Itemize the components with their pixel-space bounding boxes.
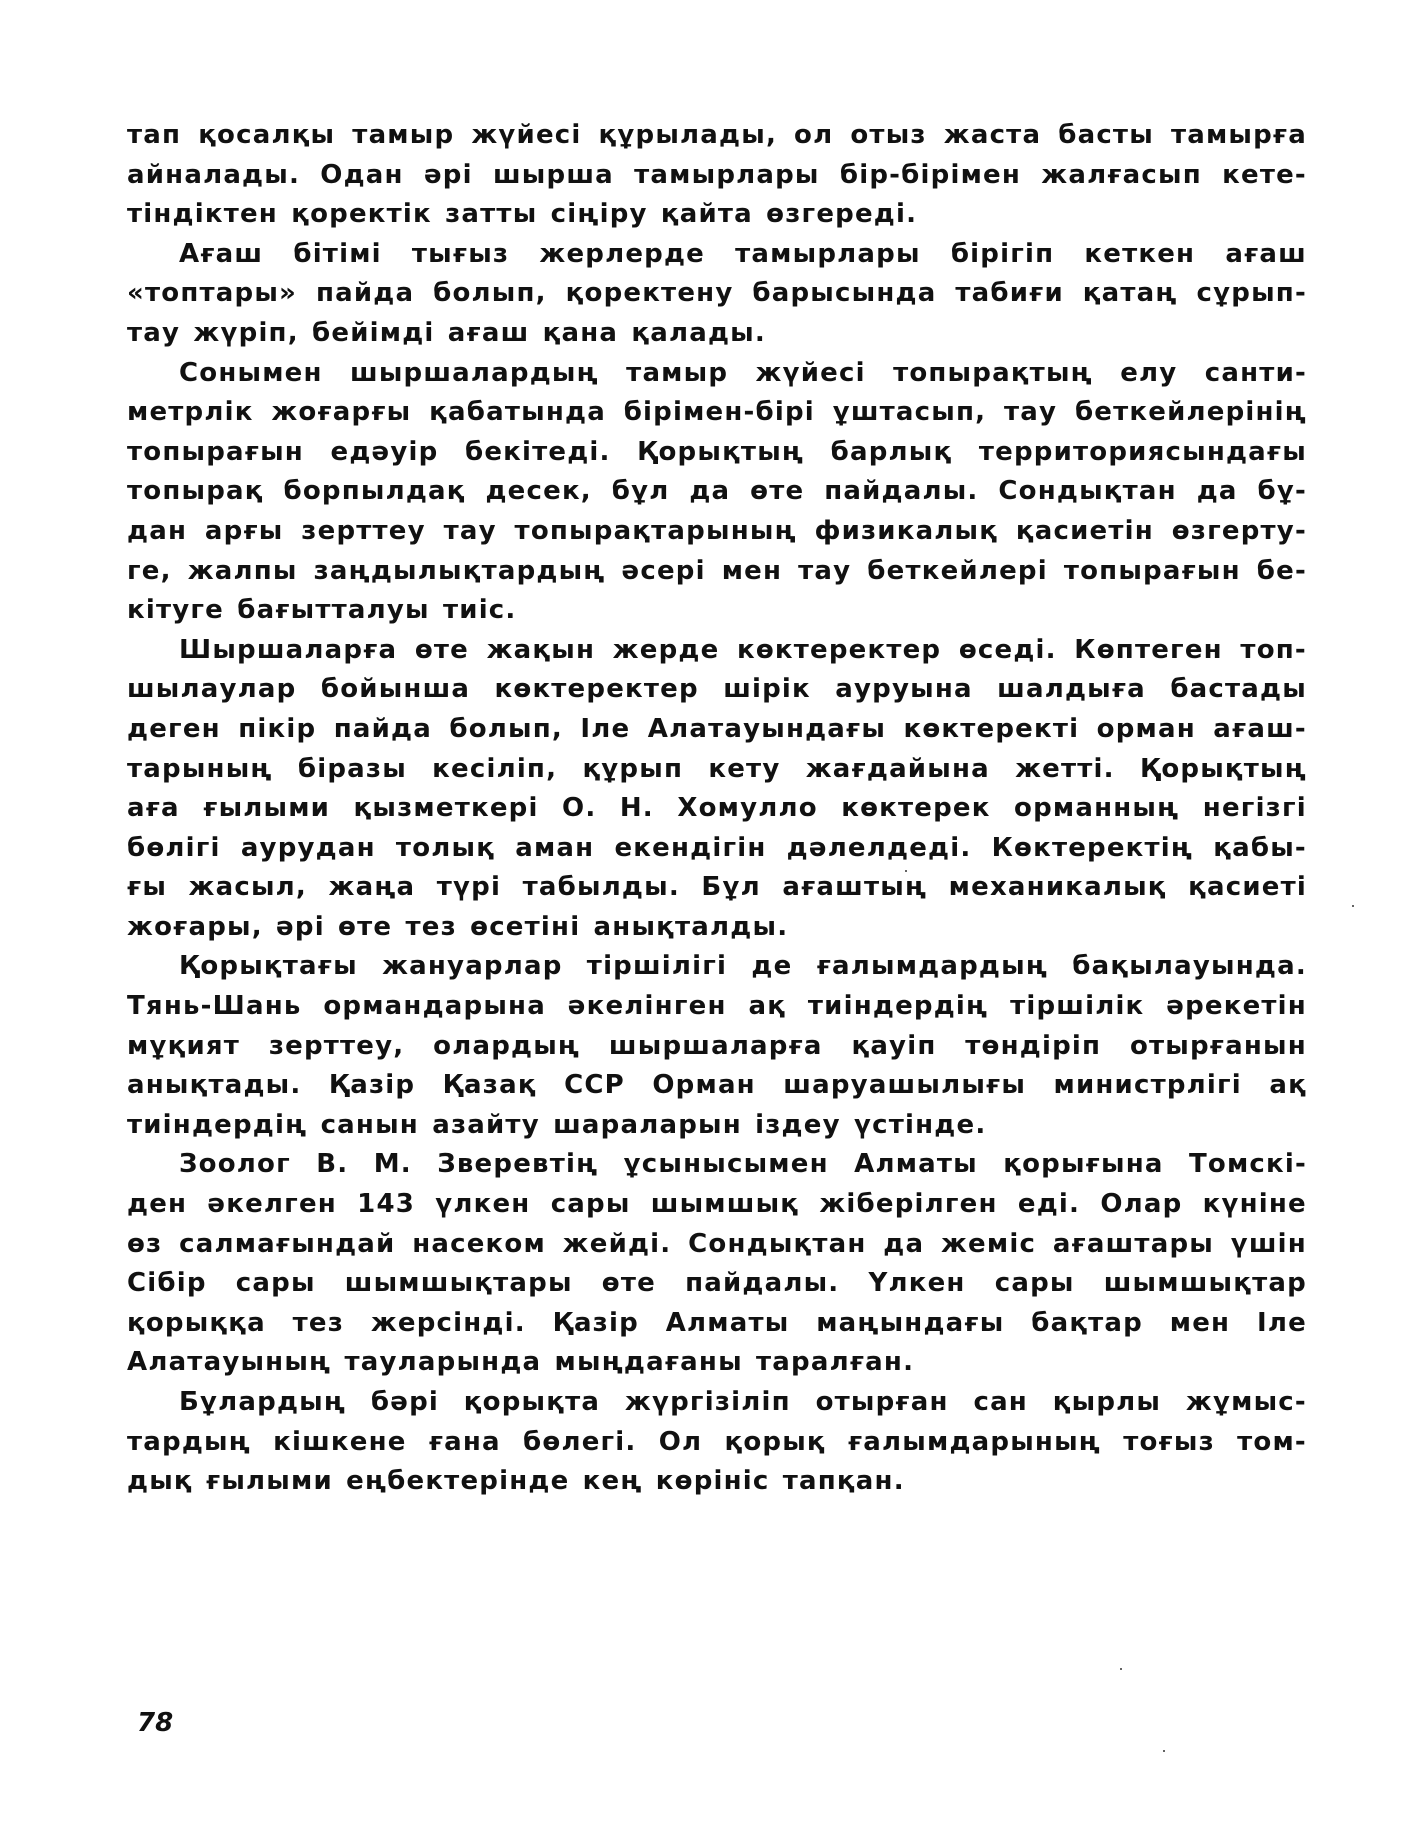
text-line: тардың кішкене ғана бөлегі. Ол қорық ғалымдарының тоғыз том- (127, 1426, 1307, 1457)
text-line: ғы жасыл, жаңа түрі табылды. Бұл ағаштың механикалық қасиеті (127, 872, 1307, 903)
text-line: деген пікір пайда болып, Іле Алатауындағы көктеректі орман ағаш- (127, 713, 1307, 744)
scan-speck (905, 870, 907, 872)
text-line: Зоолог В. М. Зверевтің ұсынысымен Алматы қорығына Томскі- (179, 1149, 1307, 1180)
text-line: ге, жалпы заңдылықтардың әсері мен тау беткейлері топырағын бе- (127, 555, 1307, 586)
text-line: Ағаш бітімі тығыз жерлерде тамырлары бірігіп кеткен ағаш (179, 238, 1307, 269)
text-line: тиіндердің санын азайту шараларын іздеу үстінде. (127, 1109, 987, 1140)
scan-speck (1120, 1668, 1122, 1670)
text-line: анықтады. Қазір Қазақ ССР Орман шаруашылығы министрлігі ақ (127, 1070, 1307, 1101)
text-line: метрлік жоғарғы қабатында бірімен-бірі ұштасып, тау беткейлерінің (127, 397, 1307, 428)
text-line: қорыққа тез жерсінді. Қазір Алматы маңындағы бақтар мен Іле (127, 1307, 1307, 1338)
text-line: тіндіктен қоректік затты сіңіру қайта өзгереді. (127, 199, 918, 230)
text-line: өз салмағындай насеком жейді. Сондықтан да жеміс ағаштары үшін (127, 1228, 1307, 1259)
paragraph (127, 631, 1307, 948)
text-line: топырақ борпылдақ десек, бұл да өте пайдалы. Сондықтан да бұ- (127, 476, 1307, 507)
text-line: Алатауының тауларында мыңдағаны таралған. (127, 1347, 915, 1378)
text-line: Сібір сары шымшықтары өте пайдалы. Үлкен сары шымшықтар (127, 1268, 1307, 1299)
scan-speck (1352, 905, 1354, 907)
text-line: Сонымен шыршалардың тамыр жүйесі топырақтың елу санти- (179, 357, 1307, 388)
paragraph (127, 235, 1307, 354)
paragraph (127, 354, 1307, 631)
scan-speck (1163, 1750, 1165, 1752)
text-line: Тянь-Шань ормандарына әкелінген ақ тиіндердің тіршілік әрекетін (127, 991, 1307, 1022)
text-line: ден әкелген 143 үлкен сары шымшық жіберілген еді. Олар күніне (127, 1189, 1307, 1220)
text-line: жоғары, әрі өте тез өсетіні анықталды. (127, 911, 789, 942)
text-line: дан арғы зерттеу тау топырақтарының физикалық қасиетін өзгерту- (127, 515, 1307, 546)
paragraph (127, 1383, 1307, 1502)
text-line: тау жүріп, бейімді ағаш қана қалады. (127, 317, 766, 348)
body-text (127, 116, 1307, 1502)
page-number: 78 (137, 1708, 174, 1738)
text-line: мұқият зерттеу, олардың шыршаларға қауіп төндіріп отырғанын (127, 1030, 1307, 1061)
text-line: «топтары» пайда болып, қоректену барысында табиғи қатаң сұрып- (127, 278, 1307, 309)
text-line: Бұлардың бәрі қорықта жүргізіліп отырған сан қырлы жұмыс- (179, 1387, 1307, 1417)
text-line: айналады. Одан әрі шырша тамырлары бір-бірімен жалғасып кете- (127, 159, 1307, 190)
text-line: кітуге бағытталуы тиіс. (127, 595, 517, 626)
text-line: тарының біразы кесіліп, құрып кету жағдайына жетті. Қорықтың (127, 753, 1307, 784)
text-line: тап қосалқы тамыр жүйесі құрылады, ол отыз жаста басты тамырға (127, 120, 1307, 150)
text-line: бөлігі аурудан толық аман екендігін дәлелдеді. Көктеректің қабы- (127, 832, 1307, 863)
paragraph (127, 116, 1307, 235)
text-line: топырағын едәуір бекітеді. Қорықтың барлық территориясындағы (127, 436, 1307, 467)
text-line: шылаулар бойынша көктеректер шірік ауруына шалдыға бастады (127, 674, 1307, 705)
text-line: Қорықтағы жануарлар тіршілігі де ғалымдардың бақылауында. (179, 951, 1307, 982)
text-line: аға ғылыми қызметкері О. Н. Хомулло көктерек орманның негізгі (127, 793, 1307, 824)
paragraph (127, 1145, 1307, 1383)
paragraph (127, 947, 1307, 1145)
text-line: Шыршаларға өте жақын жерде көктеректер өседі. Көптеген топ- (179, 634, 1307, 665)
text-line: дық ғылыми еңбектерінде кең көрініс тапқан. (127, 1466, 905, 1497)
